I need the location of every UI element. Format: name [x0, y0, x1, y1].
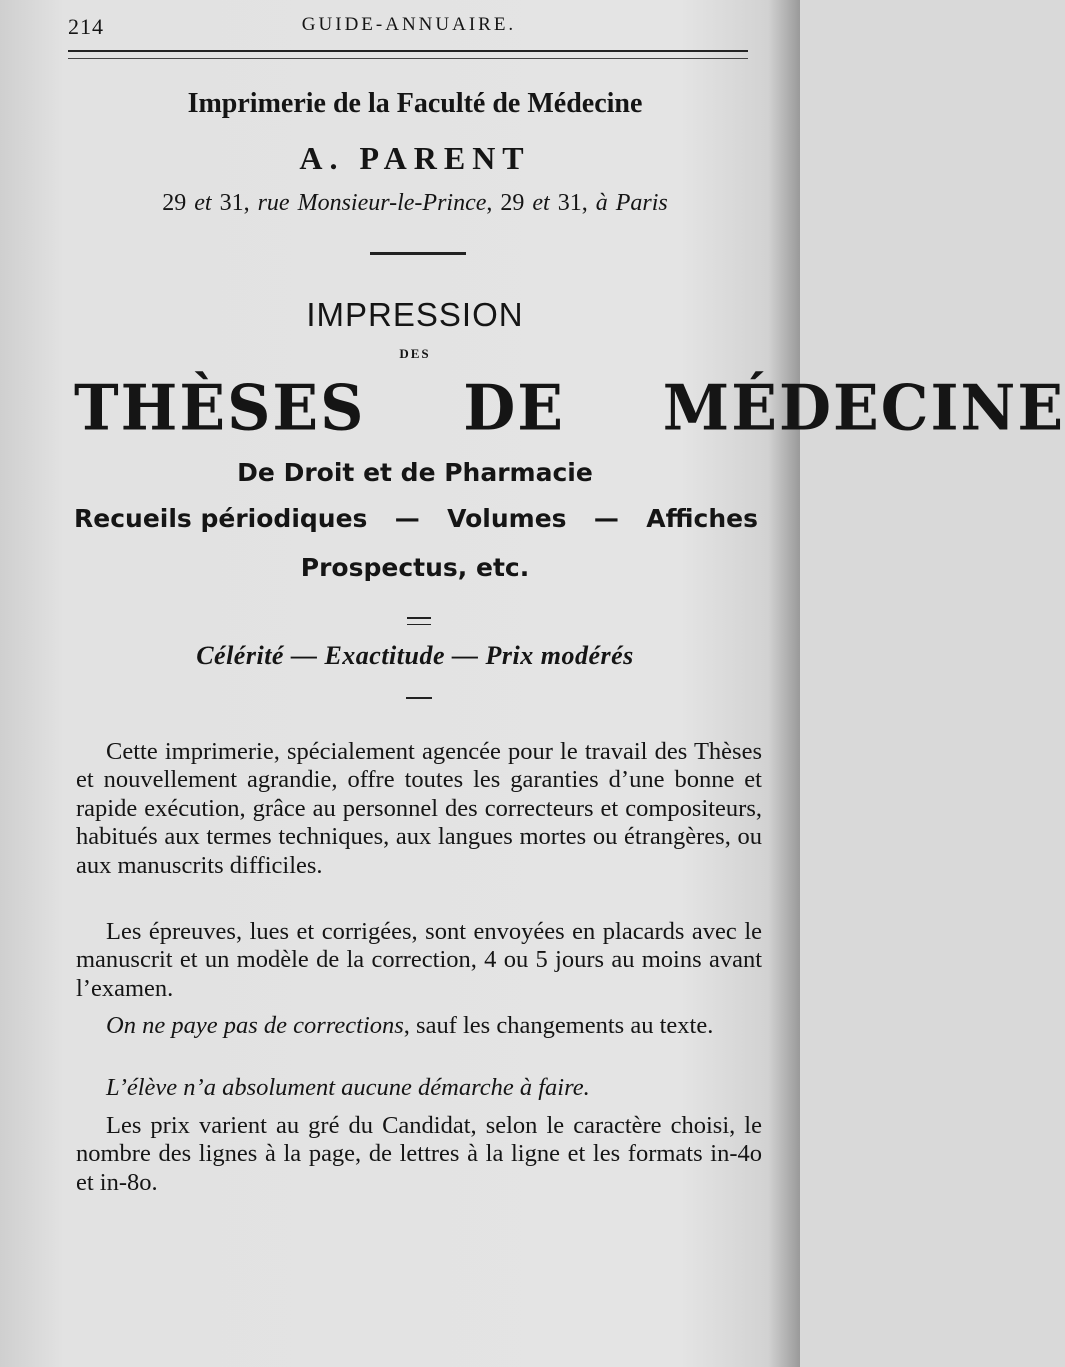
paragraph-text: Cette imprimerie, spécialement agencée pour le travail des Thèses et nouvellement agrandie, offre toutes les garanties d’une bonne et rapide exécution, grâce au personnel des correcteurs et compositeurs, habitués aux termes techniques, aux langues mortes ou étrangères, ou aux manuscrits difficiles. — [76, 738, 762, 879]
header-rule — [68, 50, 748, 52]
ornament-rule — [406, 697, 432, 699]
printer-name: A. PARENT — [299, 140, 531, 176]
address-number: 31, — [219, 190, 250, 216]
paragraph — [76, 738, 762, 880]
address-city: Paris — [615, 190, 668, 216]
address-a: à — [595, 190, 608, 216]
recueils-item: Affiches — [646, 504, 758, 533]
printer-address — [70, 190, 760, 217]
theses-word: MÉDECINE — [662, 372, 1065, 446]
address-separator: , — [486, 190, 493, 216]
recueils-line — [74, 504, 758, 533]
paragraph-text: Les épreuves, lues et corrigées, sont envoyées en placards avec le manuscrit et un modèle de la correction, 4 ou 5 jours au moins avant l’examen. — [76, 918, 762, 1002]
paragraph-text — [76, 1012, 762, 1040]
theses-headline — [74, 372, 1065, 446]
address-et: et — [532, 190, 550, 216]
ornament-rule — [407, 624, 431, 625]
page-number: 214 — [68, 14, 104, 39]
em-dash: — — [593, 504, 619, 533]
printer-heading: Imprimerie de la Faculté de Médecine — [187, 88, 643, 119]
italic-phrase: On ne paye pas de corrections — [106, 1012, 404, 1039]
theses-word: THÈSES — [74, 372, 366, 446]
em-dash: — — [394, 504, 420, 533]
theses-word: DE — [463, 372, 566, 446]
section-rule — [370, 252, 466, 255]
running-title: GUIDE-ANNUAIRE. — [301, 14, 517, 35]
slogan: Célérité — Exactitude — Prix modérés — [196, 641, 634, 670]
recueils-item: Volumes — [447, 504, 567, 533]
address-et: et — [194, 190, 212, 216]
paragraph — [76, 1074, 762, 1102]
address-street: rue Monsieur-le-Prince — [257, 190, 487, 216]
des-label: DES — [399, 346, 431, 361]
paragraph-text: L’élève n’a absolument aucune démarche à faire. — [106, 1074, 590, 1101]
prospectus-line: Prospectus, etc. — [300, 553, 530, 582]
header-rule-thin — [68, 58, 748, 59]
ornament-rule — [407, 617, 431, 619]
address-number: 29 — [500, 190, 525, 216]
droit-line: De Droit et de Pharmacie — [237, 458, 593, 487]
address-number: 29 — [162, 190, 187, 216]
paragraph-text: Les prix varient au gré du Candidat, selon le caractère choisi, le nombre des lignes à la page, de lettres à la ligne et les formats in-4o et in-8o. — [76, 1112, 762, 1196]
recueils-item: Recueils périodiques — [74, 504, 368, 533]
paragraph — [76, 1012, 762, 1040]
running-head — [68, 8, 750, 44]
paragraph — [76, 918, 762, 1003]
address-number: 31, — [557, 190, 588, 216]
paragraph-rest: , sauf les changements au texte. — [403, 1012, 714, 1039]
paragraph — [76, 1112, 762, 1197]
impression-heading: IMPRESSION — [306, 296, 524, 333]
